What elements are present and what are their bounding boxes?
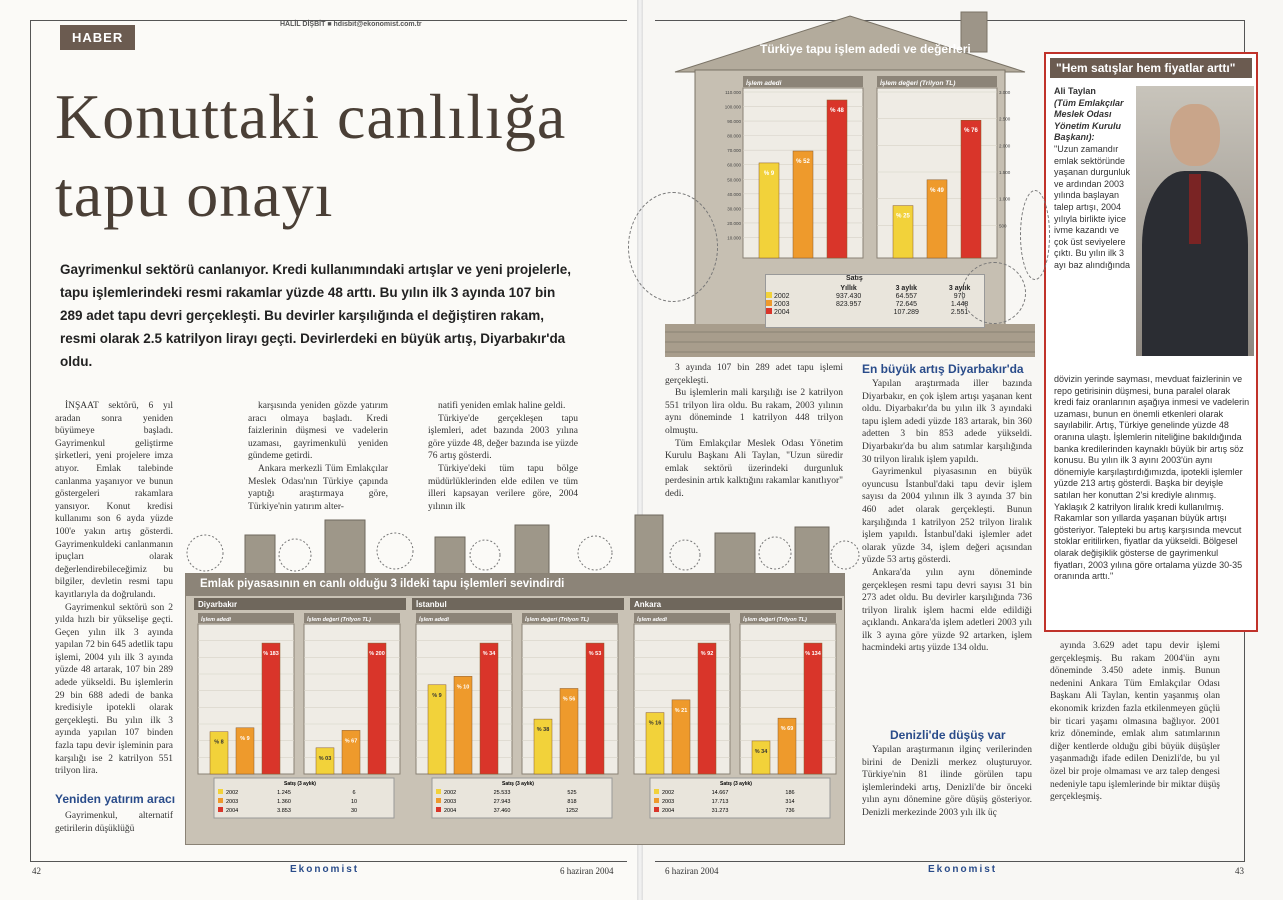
bar [804,643,822,774]
subhead-diyarbakir: En büyük artış Diyarbakır'da [862,362,1024,376]
y-tick-label: 70.000 [727,148,741,154]
footer-brand-right: Ekonomist [928,864,998,875]
legend-swatch [218,798,223,803]
table-cell: 818 [567,799,577,805]
text-column-1-end: Gayrimenkul, alternatif getirilerin düşüklüğü [55,811,173,834]
table-cell: 525 [567,790,577,796]
table-cell: 937.430 [835,292,862,300]
y-tick-label: 2.000 [999,143,1011,149]
text-column-5: Yapılan araştırmada iller bazında Diyarbakır, en çok işlem artışı yaşanan kent oldu. Diyarbakır'da bu yılın ilk 3 ayındaki tapu işlem adedi yüzde 183 artarak, bin 360 adetten 3 bin 853 adede yükseldi. Diyarbakır'da bu alım satımlar karşılığında 30 trilyon liralık işlem yapıldı. Gayrimenkul piyasasının en büyük oyuncusu İstanbul'daki tapu devir işlem sayısı da 2004 yılının ilk 3 ayında 37 bin 460 adet olarak gerçekleşti. Bunun karşılığında 1 katrilyon 252 trilyon liralık işlem yapıldı. İstanbul'daki işlemler adet olarak yüzde 34, işlem değeri açısından yüzde 53 artış gösterdi. Ankara'da yılın aynı döneminde gerçekleşen resmi tapu devri sayısı 31 bin 273 adet oldu. Bu devirler karşılığında 736 trilyon liralık işlem hacmi elde edildiği açıklandı. Ankara'da işlem adetleri 2003 yılı ilk 3 ayına göre yüzde 92 artarken, işlem hacmindeki artış yüzde 134 oldu. [862,379,1032,654]
table-caption: Satış (3 aylık) [284,781,316,787]
table-row [766,308,984,316]
table-cell: 17.713 [711,799,729,805]
y-tick-label: 2.500 [999,116,1011,122]
bar [454,676,472,774]
subhead-denizli: Denizli'de düşüş var [890,728,1006,742]
bar-label: % 52 [796,159,810,166]
bar [342,730,360,774]
bar-label: % 9 [432,692,442,699]
table-cell: 1.360 [277,799,291,805]
bar [262,643,280,774]
chart-panel-label: İşlem değeri (Trilyon TL) [307,617,371,623]
table-cell: 27.943 [493,799,511,805]
legend-swatch [654,789,659,794]
table-cell: 823.957 [835,300,862,308]
y-tick-label: 40.000 [727,191,741,197]
bar-label: % 56 [562,696,576,703]
bar [698,643,716,774]
bar [586,643,604,774]
house-chart-title: Türkiye tapu işlem adedi ve değerleri [760,42,971,56]
bar-label: % 9 [240,735,250,742]
bar-label: % 9 [763,170,775,177]
tree-illustration [1020,190,1050,280]
table-cell: 30 [350,808,358,814]
bar [793,151,813,258]
bar-label: % 03 [318,755,332,762]
table-header-cell: 3 aylık [895,285,918,292]
table-cell: 1.245 [277,790,291,796]
table-year-cell: 2003 [766,300,820,308]
bar-label: % 183 [263,651,279,658]
table-year-cell: 2003 [444,799,457,805]
table-cell [820,308,878,316]
table-cell: 64.557 [895,292,918,300]
legend-swatch [436,798,441,803]
bar-label: % 53 [588,651,602,658]
y-tick-label: 1.500 [999,170,1011,175]
bar [236,728,254,774]
text-column-2: karşısında yeniden gözde yatırım aracı olmaya başladı. Kredi faizlerinin düşmesi ve vadelerin uzaması, gayrimenkulü yeniden gündeme getirdi. Ankara merkezli Tüm Emlakçılar Meslek Odası'nın Türkiye çapında yaptığı araştırmaya göre, Türkiye'nin yatırım alter- [248,401,388,512]
y-tick-label: 500 [999,223,1007,229]
subhead-yatirim: Yeniden yatırım aracı [55,792,176,806]
page-number-right: 43 [1235,866,1244,876]
footer-brand-left: Ekonomist [290,864,360,875]
y-tick-label: 20.000 [727,220,741,226]
legend-swatch [436,789,441,794]
table-cell: 2.551 [950,308,969,316]
legend-swatch [218,807,223,812]
table-header-cell: 3 aylık [948,285,971,292]
bar [759,163,779,258]
bar-label: % 92 [700,651,714,658]
portrait-photo [1136,86,1254,356]
y-tick-label: 30.000 [727,206,741,212]
chart-panel-label: İşlem adedi [746,80,782,87]
quote-text-narrow: Ali Taylan (Tüm Emlakçılar Meslek Odası Yönetim Kurulu Başkanı): "Uzun zamandır emlak sektöründe yaşanan durgunluk ve ardından 2003 yılında başlayan talep artışı, 2004 yılıyla birlikte iyice ivme kazandı ve çok üst seviyelere çıktı. Bu yılın ilk 3 ayı baz alındığında [1054,86,1131,270]
bar [480,643,498,774]
table-cell: 31.273 [711,808,729,814]
bar-label: % 49 [930,187,944,194]
city-name: Diyarbakır [198,600,238,609]
tree-illustration [628,192,718,302]
table-cell: 736 [785,808,795,814]
table-cell: 314 [785,799,795,805]
table-cell: 37.460 [493,808,511,814]
legend-swatch [218,789,223,794]
bar-label: % 38 [536,727,550,734]
text-column-1: İNŞAAT sektörü, 6 yıl aradan sonra yeniden büyümeye başladı. Gayrimenkul geliştirme şirketleri, yeni projelere imza atıyor. Emlak talebinde canlanma yaşanıyor ve bunun göstergeleri rakamlara yansıyor. Konut kredisi kullanımı son 6 ayda yüzde 100'e yakın artış gösterdi. Gayrimenkuldeki canlanmanın ipuçları olarak değerlendirebileceğimiz bu bilgiler, devletin resmi tapu kayıtlarıyla da doğrulandı. Gayrimenkul sektörü son 2 yılda hızlı bir yükselişe geçti. Geçen yılın ilk 3 ayında yapılan 72 bin 645 adetlik tapu işlemi, 2004 yılı ilk 3 ayında yüzde 48 artarak, 107 bin 289 adede yükseldi. Bu işlemlerin 29 bin 688 adedi de banka kredisiyle ipotekli olarak gerçekleşti. Bu yılın ilk 3 ayında yapılan 107 binden fazla tapu devir işleminin para karşılığı ise 2 katrilyon 551 trilyon lira. [55,401,173,777]
bar [961,120,981,258]
y-tick-label: 50.000 [727,177,741,183]
table-year-cell: 2004 [444,808,457,814]
legend-swatch [654,798,659,803]
text-column-6: ayında 3.629 adet tapu devir işlemi gerçekleşmiş. Bu rakam 2004'ün aynı döneminde 3.450 adete inmiş. Bunun nedenini Ankara Tüm Emlakçılar Odası Başkanı Ali Taylan, kentin yaşanmış olan ekonomik krizden fazla etkilenmeyen güçlü bir ticari yaşamı olmasına bağlıyor. 2001 kriz döneminde, emlak alım satımlarının diğer kentlerde olduğu gibi büyük düşüşler yaşanmadığı ifade edilen Denizli'de, bu yıl özel bir proje olmaması ve arz talep dengesi nedeniyle tapu işlemlerinde bir miktar düşüş gerçekleşmiş. [1050,641,1220,803]
text-column-4: 3 ayında 107 bin 289 adet tapu işlemi gerçekleşti. Bu işlemlerin mali karşılığı ise 2 katrilyon 551 trilyon lira oldu. Bu rakam, 2003 yılının aynı döneminde 1 katrilyon 448 trilyon olmuştu. Tüm Emlakçılar Meslek Odası Yönetim Kurulu Başkanı Ali Taylan, "Uzun süredir emlak sektörü üzerindeki durgunluk perdesinin artık kalktığını rakamlar kanıtlıyor" dedi. [665,363,843,499]
lead-paragraph: Gayrimenkul sektörü canlanıyor. Kredi kullanımındaki artışlar ve yeni projelerle, tapu işlemlerindeki resmi rakamlar yüzde 48 arttı. Bu yılın ilk 3 ayında 107 bin 289 adet tapu devri gerçekleşti. Bu devirler karşılığında el değiştiren rakam, resmi olarak 2.5 katrilyon lirayı geçti. Devirlerdeki en büyük artış, Diyarbakır'da oldu. [60,262,571,369]
bar-label: % 76 [964,128,978,135]
table-row [766,300,984,308]
house-bar-chart [724,70,1011,280]
bar-label: % 134 [805,651,821,658]
chart-panel-label: İşlem değeri (Trilyon TL) [880,80,956,87]
city-chart-panel [185,573,845,845]
chart-panel-label: İşlem adedi [419,617,449,623]
table-cell: 14.667 [711,790,729,796]
legend-swatch [436,807,441,812]
house-data-table: Satış Yıllık 3 aylık 3 aylık 2002 937.430 64.557 970 2003 823.957 72.645 1.448 2004 107.289 2.551 [765,274,985,328]
table-cell: 1252 [565,808,579,814]
table-cell: 970 [953,292,966,300]
footer-date-right: 6 haziran 2004 [665,866,719,876]
bar-label: % 69 [780,726,794,733]
table-year-cell: 2003 [226,799,239,805]
y-tick-label: 80.000 [727,133,741,139]
y-tick-label: 100.000 [724,104,741,110]
bar-label: % 16 [648,720,662,727]
table-cell: 107.289 [893,308,919,316]
table-cell: 1.448 [950,300,969,308]
y-tick-label: 60.000 [727,162,741,168]
city-name: Ankara [634,600,662,609]
table-header-cell: Yıllık [840,285,857,292]
author-email[interactable]: hdisbit@ekonomist.com.tr [333,21,422,28]
table-cell: 6 [352,790,356,796]
bar-label: % 67 [344,738,358,745]
table-cell: 186 [785,790,795,796]
table-year-cell: 2002 [662,790,675,796]
city-chart-title: Emlak piyasasının en canlı olduğu 3 ildeki tapu işlemleri sevindirdi [186,574,844,596]
legend-swatch [654,807,659,812]
text-column-5-end: Yapılan araştırmanın ilginç verilerinden birini de Denizli merkez oluşturuyor. Türkiye'nin 81 ilinde görülen tapu işlemlerindeki artış, Denizli'de bir önceki yılın aynı dönemine göre düşüş gösteriyor. Denizli merkezinde 2003 yılı ilk üç [862,745,1032,818]
city-chart-container [175,515,865,845]
table-year-cell: 2004 [662,808,675,814]
table-cell: 72.645 [895,300,918,308]
footer-date-left: 6 haziran 2004 [560,866,614,876]
bar-label: % 200 [369,651,385,658]
portrait-tie [1189,174,1201,244]
bar [827,100,847,258]
portrait-face [1170,104,1220,166]
text-column-3: natifi yeniden emlak haline geldi. Türkiye'de gerçekleşen tapu işlemleri, adet bazında 2003 yılına göre yüzde 48, değer bazında ise yüzde 76 artış gösterdi. Türkiye'deki tüm tapu bölge müdürlüklerinden elde edilen ve tüm illeri kapsayan verilere göre, 2004 yılının ilk [428,401,578,512]
city-name: İstanbul [416,600,447,609]
quote-text-wide: dövizin yerinde sayması, mevduat faizlerinin ve repo getirisinin düşmesi, buna paralel olarak kredi faiz oranlarının aşağıya inmesi ve vadelerin uzaması, bunun en önemli etkenleri olarak sayılabilir. Artış, Türkiye genelinde yüzde 48 oranına ulaştı. İşlemlerin niteliğine bakıldığında banka kredilerinden kaynaklı büyük bir artış söz konusu. Bu yılın ilk 3 ayını 2003'ün aynı dönemiyle karşılaştırdığımızda, ipotekli işlemler yüzde 213 artış gösterdi. Başka bir deyişle satılan her konuttan 2'si krediyle alınmış. Yaklaşık 2 katrilyon liralık kredi kullanılmış. Rakamlar son yıllarda yaşanan büyük artışı gösteriyor. Talepteki bu artış karşısında mevcut stoklar eritilirken, fiyatlar da yükseldi. Bölgesel olarak değişiklik gösterse de gayrimenkul fiyatları, 2003 yılına göre ortalama yüzde 30-35 oranında arttı." [1054,374,1250,582]
table-header-row [766,285,984,292]
y-tick-label: 110.000 [725,90,741,95]
chart-panel-label: İşlem adedi [201,617,231,623]
table-year-cell: 2002 [444,790,457,796]
bar-label: % 10 [456,684,470,691]
y-tick-label: 90.000 [727,119,741,125]
bar-label: % 48 [830,107,844,114]
bar [752,741,770,774]
table-row [766,292,984,300]
headline: Konuttaki canlılığa tapu onayı [55,81,567,230]
table-cell: 3.853 [277,808,291,814]
section-label: HABER [60,25,135,50]
table-year-cell: 2003 [662,799,675,805]
bar-label: % 25 [896,213,910,220]
bar [210,732,228,774]
quote-box [1044,52,1258,632]
bar-label: % 8 [214,739,224,746]
y-tick-label: 10.000 [727,235,741,241]
bar [368,643,386,774]
table-caption: Satış (3 aylık) [502,781,534,787]
chart-panel-label: İşlem adedi [637,617,667,623]
city-bar-chart [186,596,846,846]
table-year-cell: 2002 [226,790,239,796]
page-number-left: 42 [32,866,41,876]
chart-panel-label: İşlem değeri (Trilyon TL) [525,617,589,623]
table-cell: 10 [350,799,358,805]
city-header [630,598,842,610]
bar-label: % 34 [482,651,496,658]
table-year-cell: 2002 [766,292,820,300]
author-line: HALİL DİŞBİT ■ hdisbit@ekonomist.com.tr [280,21,422,28]
y-tick-label: 1.000 [999,196,1011,202]
tree-illustration [962,262,1026,324]
quote-title: "Hem satışlar hem fiyatlar arttı" [1050,58,1252,78]
chart-panel-label: İşlem değeri (Trilyon TL) [743,617,807,623]
table-caption: Satış (3 aylık) [720,781,752,787]
table-year-cell: 2004 [226,808,239,814]
table-cell: 25.533 [493,790,511,796]
author-name: HALİL DİŞBİT [280,21,326,28]
bar-label: % 34 [754,748,768,755]
skyline-illustration [175,515,865,575]
table-year-cell: 2004 [766,308,820,316]
y-tick-label: 3.000 [999,90,1011,95]
bar-label: % 21 [674,707,688,714]
